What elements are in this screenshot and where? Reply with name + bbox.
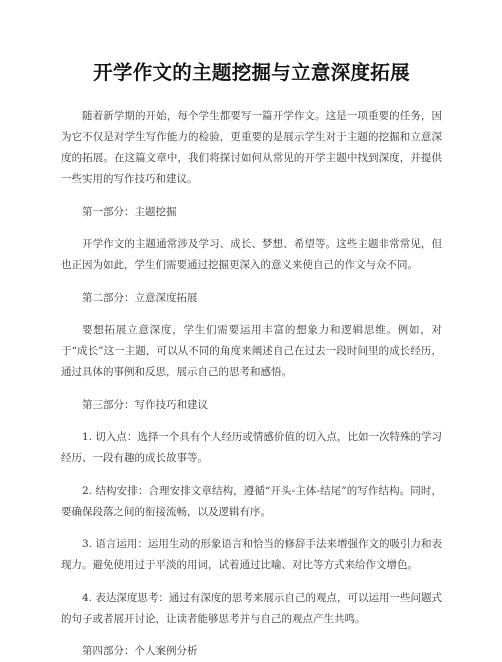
- part3-heading: 第三部分：写作技巧和建议: [82, 398, 208, 411]
- tip-1-paragraph: 1. 切入点：选择一个具有个人经历或情感价值的切入点，比如一次特殊的学习经历、一段有趣的成长故事等。: [61, 431, 442, 464]
- part2-paragraph: 要想拓展立意深度，学生们需要运用丰富的想象力和逻辑思维。例如，对于“成长”这一主题，可以从不同的角度来阐述自己在过去一段时间里的成长经历，通过具体的事例和反思，展示自己的思考和感悟。: [61, 324, 442, 378]
- intro-paragraph: 随着新学期的开始，每个学生都要写一篇开学作文。这是一项重要的任务，因为它不仅是对学生写作能力的检验，更重要的是展示学生对于主题的挖掘和立意深度的拓展。在这篇文章中，我们将探讨如何从常见的开学主题中找到深度，并提供一些实用的写作技巧和建议。: [61, 110, 442, 185]
- document-body: [61, 106, 442, 662]
- document-title: 开学作文的主题挖掘与立意深度拓展: [93, 61, 410, 84]
- part2-heading: 第二部分：立意深度拓展: [82, 291, 198, 304]
- tip-3-paragraph: 3. 语言运用：运用生动的形象语言和恰当的修辞手法来增强作文的吸引力和表现力。避免使用过于平淡的用词，试着通过比喻、对比等方式来给作文增色。: [61, 538, 442, 571]
- tip-2-paragraph: 2. 结构安排：合理安排文章结构，遵循“开头-主体-结尾”的写作结构。同时，要确保段落之间的衔接流畅，以及逻辑有序。: [61, 484, 442, 518]
- part4-heading: 第四部分：个人案例分析: [82, 645, 198, 657]
- part1-paragraph: 开学作文的主题通常涉及学习、成长、梦想、希望等。这些主题非常常见，但也正因为如此，学生们需要通过挖掘更深入的意义来使自己的作文与众不同。: [61, 238, 442, 271]
- tip-4-paragraph: 4. 表达深度思考：通过有深度的思考来展示自己的观点，可以运用一些问题式的句子或者展开讨论，让读者能够思考并与自己的观点产生共鸣。: [61, 591, 442, 625]
- part1-heading: 第一部分：主题挖掘: [82, 205, 177, 218]
